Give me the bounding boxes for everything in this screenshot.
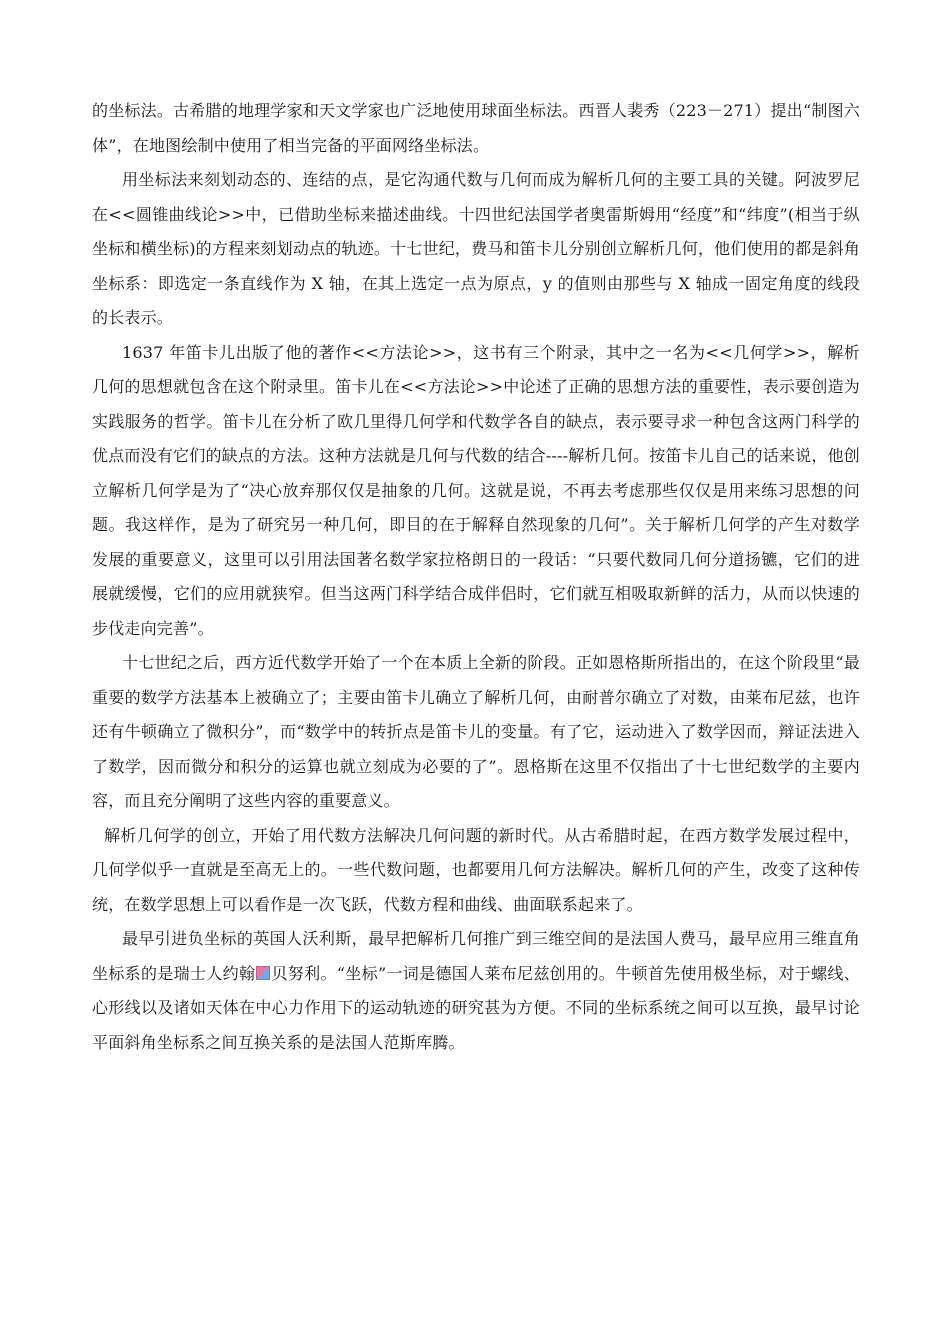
paragraph-1: 的坐标法。古希腊的地理学家和天文学家也广泛地使用球面坐标法。西晋人裴秀（223－271）提出“制图六体”，在地图绘制中使用了相当完备的平面网络坐标法。 xyxy=(92,101,860,155)
paragraph-3: 1637 年笛卡儿出版了他的著作<<方法论>>，这书有三个附录，其中之一名为<<几何学>>，解析几何的思想就包含在这个附录里。笛卡儿在<<方法论>>中论述了正确的思想方法的重要性，表示要创造为实践服务的哲学。笛卡儿在分析了欧几里得几何学和代数学各自的缺点，表示要寻求一种包含这两门科学的优点而没有它们的缺点的方法。这种方法就是几何与代数的结合----解析几何。按笛卡儿自己的话来说，他创立解析几何学是为了“决心放弃那仅仅是抽象的几何。这就是说，不再去考虑那些仅仅是用来练习思想的问题。我这样作，是为了研究另一种几何，即目的在于解释自然现象的几何”。关于解析几何学的产生对数学发展的重要意义，这里可以引用法国著名数学家拉格朗日的一段话：“只要代数同几何分道扬镳，它们的进展就缓慢，它们的应用就狭窄。但当这两门科学结合成伴侣时，它们就互相吸取新鲜的活力，从而以快速的步伐走向完善”。 xyxy=(92,342,860,638)
document-body xyxy=(92,94,860,1060)
paragraph-5: 解析几何学的创立，开始了用代数方法解决几何问题的新时代。从古希腊时起，在西方数学发展过程中，几何学似乎一直就是至高无上的。一些代数问题，也都要用几何方法解决。解析几何的产生，改变了这种传统，在数学思想上可以看作是一次飞跃，代数方程和曲线、曲面联系起来了。 xyxy=(92,825,860,914)
paragraph-6 xyxy=(92,922,860,1060)
paragraph-6-part-a: 最早引进负坐标的英国人沃利斯，最早把解析几何推广到三维空间的是法国人费马，最早应用三维直角坐标系的是瑞士人约翰 xyxy=(92,929,860,983)
paragraph-6-part-b: 贝努利。“坐标”一词是德国人莱布尼兹创用的。牛顿首先使用极坐标，对于螺线、心形线以及诸如天体在中心力作用下的运动轨迹的研究甚为方便。不同的坐标系统之间可以互换，最早讨论平面斜角坐标系之间互换关系的是法国人范斯库腾。 xyxy=(92,963,860,1052)
inline-image-glyph-icon xyxy=(256,966,270,980)
paragraph-2: 用坐标法来刻划动态的、连结的点，是它沟通代数与几何而成为解析几何的主要工具的关键。阿波罗尼在<<圆锥曲线论>>中，已借助坐标来描述曲线。十四世纪法国学者奥雷斯姆用“经度”和“纬度”(相当于纵坐标和横坐标)的方程来刻划动点的轨迹。十七世纪，费马和笛卡儿分别创立解析几何，他们使用的都是斜角坐标系：即选定一条直线作为 X 轴，在其上选定一点为原点，y 的值则由那些与 X 轴成一固定角度的线段的长表示。 xyxy=(92,170,860,327)
paragraph-4: 十七世纪之后，西方近代数学开始了一个在本质上全新的阶段。正如恩格斯所指出的，在这个阶段里“最重要的数学方法基本上被确立了；主要由笛卡儿确立了解析几何，由耐普尔确立了对数，由莱布尼兹，也许还有牛顿确立了微积分”，而“数学中的转折点是笛卡儿的变量。有了它，运动进入了数学因而，辩证法进入了数学，因而微分和积分的运算也就立刻成为必要的了”。恩格斯在这里不仅指出了十七世纪数学的主要内容，而且充分阐明了这些内容的重要意义。 xyxy=(92,653,860,810)
